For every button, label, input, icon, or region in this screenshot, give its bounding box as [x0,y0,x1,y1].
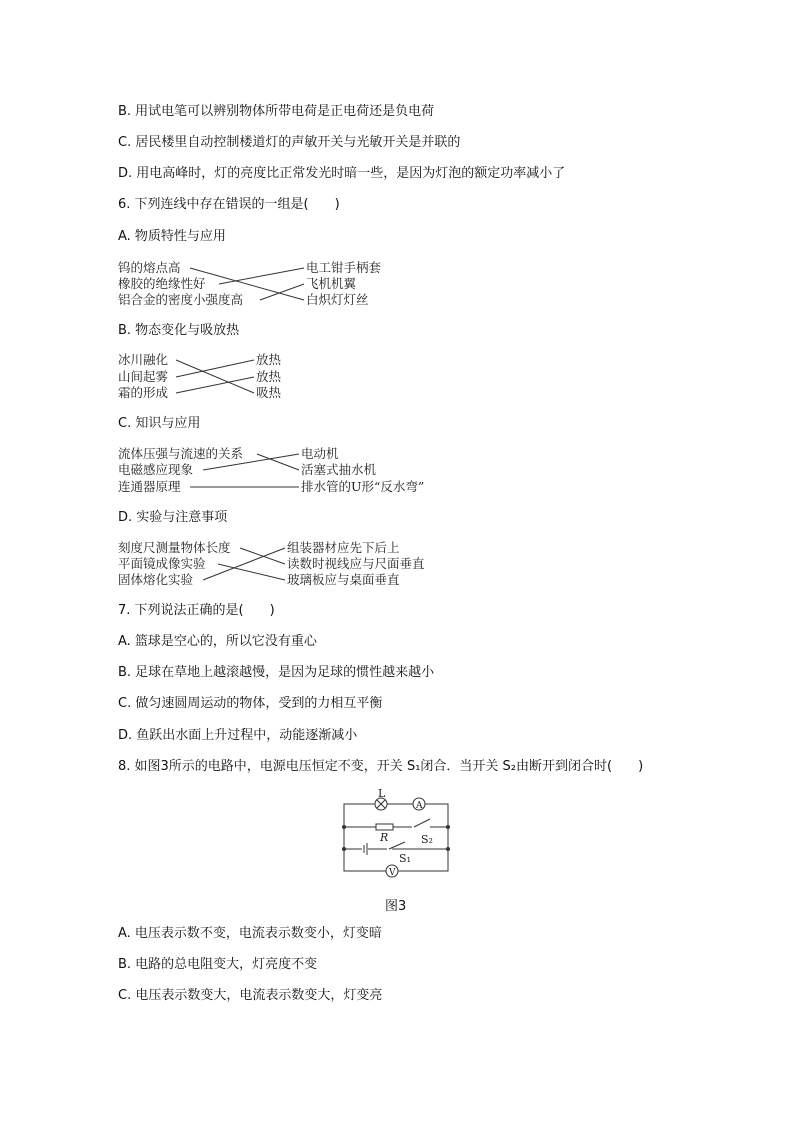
match-c-right-3: 排水管的U形“反水弯” [301,479,425,494]
q6-option-a: A. 物质特性与应用 [118,229,226,244]
match-a-right-1: 电工钳手柄套 [306,260,382,275]
q8-option-a: A. 电压表示数不变，电流表示数变小，灯变暗 [118,926,382,941]
match-d-left-1: 刻度尺测量物体长度 [118,540,231,555]
match-d-right-2: 读数时视线应与尺面垂直 [287,556,425,571]
match-a-right-2: 飞机机翼 [306,276,357,291]
q6-option-d: D. 实验与注意事项 [118,510,228,525]
q7-option-a: A. 篮球是空心的，所以它没有重心 [118,634,317,649]
q5-option-d: D. 用电高峰时，灯的亮度比正常发光时暗一些，是因为灯泡的额定功率减小了 [118,166,566,181]
match-c-left-3: 连通器原理 [118,479,181,494]
q6-option-b: B. 物态变化与吸放热 [118,323,240,338]
resistor-label: R [380,831,389,844]
match-b-left-1: 冰川融化 [118,352,169,367]
match-b-right-3: 吸热 [256,385,282,400]
match-c-left-1: 流体压强与流速的关系 [118,446,244,461]
match-d-left-2: 平面镜成像实验 [118,556,206,571]
q6-option-c: C. 知识与应用 [118,416,201,431]
match-b-right-2: 放热 [256,369,282,384]
ammeter-label: A [416,801,423,811]
match-b-left-2: 山间起雾 [118,369,169,384]
switch-s1-label: S₁ [399,852,411,865]
match-a-right-3: 白炽灯灯丝 [306,292,369,307]
question-6: 6. 下列连线中存在错误的一组是( ) [118,197,340,212]
lamp-label: L [378,787,386,800]
q8-option-c: C. 电压表示数变大，电流表示数变大，灯变亮 [118,988,383,1003]
switch-s2-label: S₂ [421,833,433,846]
q7-option-c: C. 做匀速圆周运动的物体，受到的力相互平衡 [118,696,383,711]
figure-caption: 图3 [385,899,407,914]
match-d-right-1: 组装器材应先下后上 [287,540,400,555]
q7-option-d: D. 鱼跃出水面上升过程中，动能逐渐减小 [118,728,358,743]
match-a-left-1: 钨的熔点高 [118,260,181,275]
match-b-right-1: 放热 [256,352,282,367]
q8-option-b: B. 电路的总电阻变大，灯亮度不变 [118,957,318,972]
voltmeter-label: V [389,868,396,878]
match-a-left-2: 橡胶的绝缘性好 [118,276,206,291]
q7-option-b: B. 足球在草地上越滚越慢，是因为足球的惯性越来越小 [118,665,435,680]
question-7: 7. 下列说法正确的是( ) [118,603,275,618]
match-b-left-3: 霜的形成 [118,385,169,400]
match-a-left-3: 铝合金的密度小强度高 [118,292,244,307]
match-c-right-1: 电动机 [301,446,339,461]
q5-option-b: B. 用试电笔可以辨别物体所带电荷是正电荷还是负电荷 [118,104,435,119]
match-c-left-2: 电磁感应现象 [118,462,194,477]
match-c-right-2: 活塞式抽水机 [301,462,377,477]
question-8: 8. 如图3所示的电路中，电源电压恒定不变，开关 S₁闭合．当开关 S₂由断开到闭合时( ) [118,759,644,774]
match-d-left-3: 固体熔化实验 [118,572,194,587]
match-d-right-3: 玻璃板应与桌面垂直 [287,572,400,587]
switch-s1-icon [389,842,405,849]
resistor-icon [376,824,393,830]
q5-option-c: C. 居民楼里自动控制楼道灯的声敏开关与光敏开关是并联的 [118,135,461,150]
